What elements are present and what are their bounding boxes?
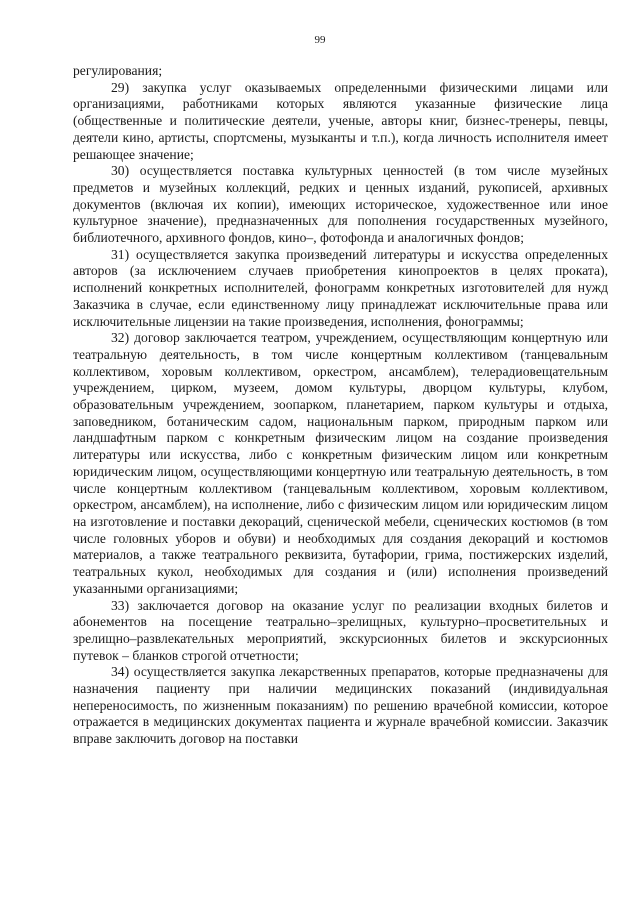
paragraph-item-31: 31) осуществляется закупка произведений литературы и искусства определенных авторов (за исключением случаев приобретения кинопроектов в целях проката), исполнений конкретных исполнителей, фонограмм конкретных изготовителей для нужд Заказчика в случае, если единственному лицу принадлежат исключительные права или исключительные лицензии на такие произведения, исполнения, фонограммы; xyxy=(73,246,608,329)
paragraph-item-29: 29) закупка услуг оказываемых определенными физическими лицами или организациями, работниками которых являются указанные физические лица (общественные и политические деятели, ученые, авторы книг, бизнес-тренеры, певцы, деятели кино, артисты, спортсмены, музыканты и т.п.), когда личность исполнителя имеет решающее значение; xyxy=(73,79,608,162)
page-number: 99 xyxy=(314,34,326,46)
paragraph-item-32: 32) договор заключается театром, учреждением, осуществляющим концертную или театральную деятельность, в том числе концертным коллективом (танцевальным коллективом, хоровым коллективом, оркестром, ансамблем), телерадиовещательным учреждением, цирком, музеем, домом культуры, дворцом культуры, клубом, образовательным учреждением, зоопарком, планетарием, парком культуры и отдыха, заповедником, ботаническим садом, национальным парком, природным парком или ландшафтным парком с конкретным физическим лицом на создание произведения литературы или искусства, либо с конкретным физическим лицом или конкретным юридическим лицом, осуществляющими концертную или театральную деятельность, в том числе концертным коллективом (танцевальным коллективом, хоровым коллективом, оркестром, ансамблем), на исполнение, либо с физическим лицом или юридическим лицом на изготовление и поставки декораций, сценической мебели, сценических костюмов (в том числе головных уборов и обуви) и необходимых для создания декораций и костюмов материалов, а также театрального реквизита, бутафории, грима, постижерских изделий, театральных кукол, необходимых для создания и (или) исполнения произведений указанными организациями; xyxy=(73,330,608,596)
paragraph-item-33: 33) заключается договор на оказание услуг по реализации входных билетов и абонементов на посещение театрально–зрелищных, культурно–просветительных и зрелищно–развлекательных мероприятий, экскурсионных билетов и экскурсионных путевок – бланков строгой отчетности; xyxy=(73,597,608,663)
document-body xyxy=(73,63,608,748)
paragraph-continuation: регулирования; xyxy=(73,63,163,78)
paragraph-item-30: 30) осуществляется поставка культурных ценностей (в том числе музейных предметов и музейных коллекций, редких и ценных изданий, рукописей, архивных документов (включая их копии), имеющих историческое, художественное или иное культурное значение), предназначенных для пополнения государственных музейного, библиотечного, архивного фондов, кино–, фотофонда и аналогичных фондов; xyxy=(73,163,608,246)
paragraph-item-34: 34) осуществляется закупка лекарственных препаратов, которые предназначены для назначения пациенту при наличии медицинских показаний (индивидуальная непереносимость, по жизненным показаниям) по решению врачебной комиссии, которое отражается в медицинских документах пациента и журнале врачебной комиссии. Заказчик вправе заключить договор на поставки xyxy=(73,664,608,747)
